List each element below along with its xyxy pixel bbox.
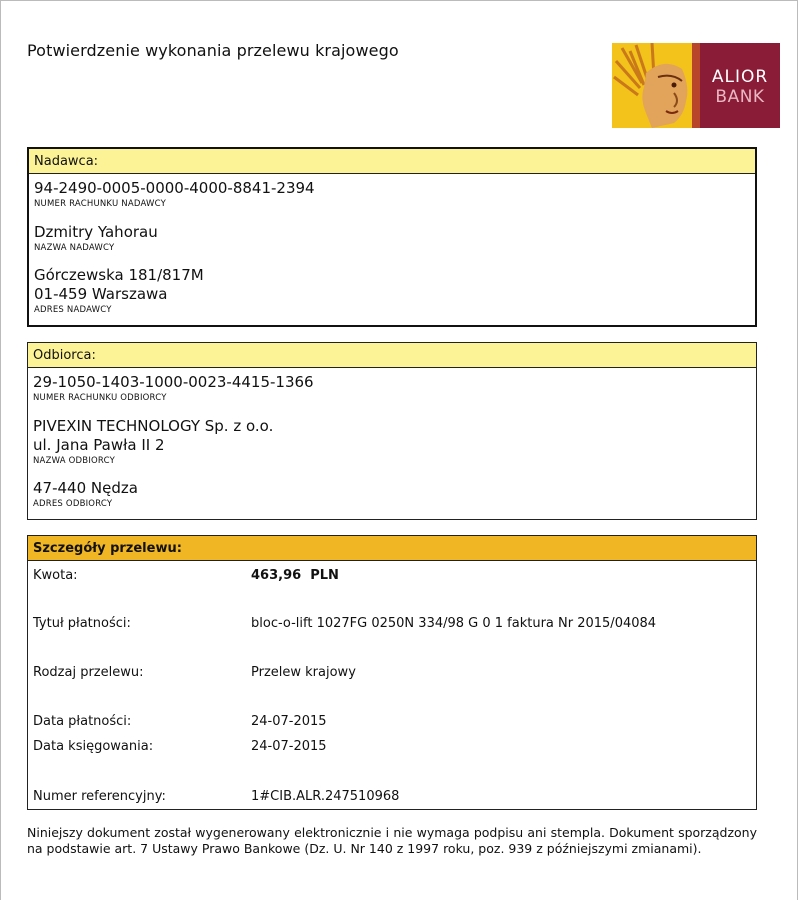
reference-number-value: 1#CIB.ALR.247510968: [251, 789, 400, 804]
payment-title-label: Tytuł płatności:: [33, 616, 131, 631]
recipient-address: 47-440 Nędza: [33, 479, 138, 497]
booking-date-value: 24-07-2015: [251, 739, 327, 754]
amount-label: Kwota:: [33, 568, 78, 583]
recipient-account-label: NUMER RACHUNKU ODBIORCY: [33, 393, 167, 403]
sender-account-label: NUMER RACHUNKU NADAWCY: [34, 199, 166, 209]
booking-date-label: Data księgowania:: [33, 739, 154, 754]
transfer-type-label: Rodzaj przelewu:: [33, 665, 144, 680]
details-header: Szczegóły przelewu:: [28, 536, 756, 561]
payment-title-value: bloc-o-lift 1027FG 0250N 334/98 G 0 1 faktura Nr 2015/04084: [251, 616, 657, 631]
recipient-account-number: 29-1050-1403-1000-0023-4415-1366: [33, 373, 314, 391]
recipient-name-label: NAZWA ODBIORCY: [33, 456, 115, 466]
sender-header: Nadawca:: [29, 149, 755, 174]
recipient-header: Odbiorca:: [28, 343, 756, 368]
payment-date-label: Data płatności:: [33, 714, 132, 729]
sender-name: Dzmitry Yahorau: [34, 223, 158, 241]
recipient-name-line2: ul. Jana Pawła II 2: [33, 436, 165, 454]
document-title: Potwierdzenie wykonania przelewu krajowego: [27, 41, 399, 60]
sender-address-line2: 01-459 Warszawa: [34, 285, 168, 303]
legal-footer-note: Niniejszy dokument został wygenerowany elektronicznie i nie wymaga podpisu ani stempla. Dokument sporządzony na podstawie art. 7 Ustawy Prawo Bankowe (Dz. U. Nr 140 z 1997 roku, poz. 939 z późniejszymi zmianami).: [27, 825, 757, 856]
transfer-details-section: [27, 535, 757, 810]
recipient-name-line1: PIVEXIN TECHNOLOGY Sp. z o.o.: [33, 417, 274, 435]
reference-number-label: Numer referencyjny:: [33, 789, 166, 804]
logo-wordmark: [700, 43, 780, 128]
sender-account-number: 94-2490-0005-0000-4000-8841-2394: [34, 179, 315, 197]
logo-head-icon: [612, 43, 700, 128]
payment-date-value: 24-07-2015: [251, 714, 327, 729]
logo-text-alior: ALIOR: [711, 67, 769, 87]
amount-value: 463,96 PLN: [251, 568, 339, 583]
sender-section: [27, 147, 757, 327]
sender-address-label: ADRES NADAWCY: [34, 305, 112, 315]
transfer-type-value: Przelew krajowy: [251, 665, 356, 680]
logo-text-bank: BANK: [715, 87, 765, 107]
recipient-section: [27, 342, 757, 520]
sender-name-label: NAZWA NADAWCY: [34, 243, 115, 253]
sender-address-line1: Górczewska 181/817M: [34, 266, 204, 284]
recipient-address-label: ADRES ODBIORCY: [33, 499, 113, 509]
alior-bank-logo: [612, 43, 780, 128]
